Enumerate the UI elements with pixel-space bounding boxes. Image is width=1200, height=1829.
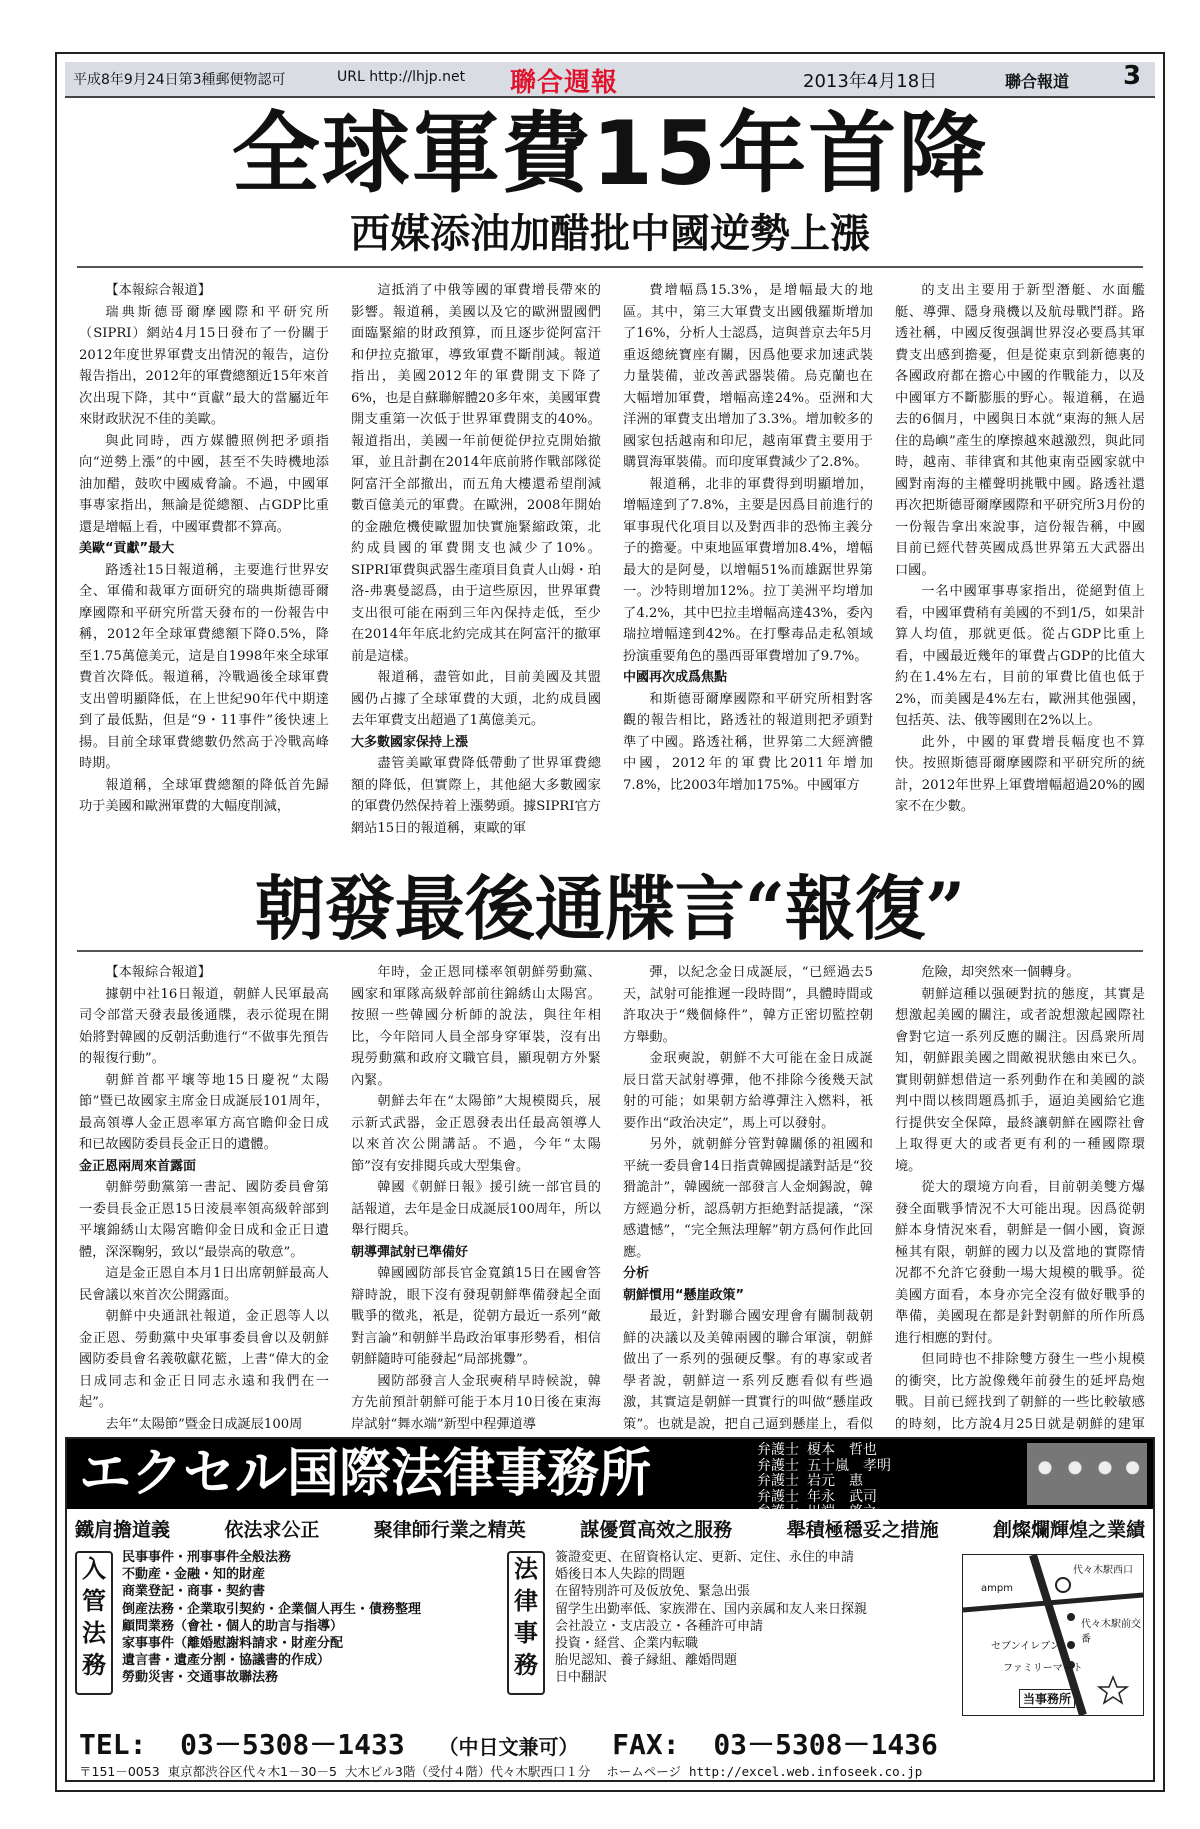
article-military-spending-body xyxy=(79,280,1145,860)
label-char: 入 xyxy=(82,1555,106,1583)
law-firm-advertisement xyxy=(65,1437,1155,1782)
section-subheading: 朝導彈試射已準備好 xyxy=(351,1244,469,1260)
service-item: 胎児認知、養子縁組、離婚問題 xyxy=(555,1653,738,1669)
service-item: 勞動災害・交通事故聯法務 xyxy=(122,1670,279,1686)
paragraph: 這抵消了中俄等國的軍費增長帶來的影響。報道稱，美國以及它的歐洲盟國們面臨緊縮的財政預算，而且逐步從阿富汗和伊拉克撤軍，導致軍費不斷削減。報道指出，美國2012年的軍費開支下降了6%，也是自蘇聯解體20多年來，美國軍費開支重第一次低于世界軍費開支的40%。報道指出，美國一年前便從伊拉克開始撤軍，並且計劃在2014年底前將作戰部隊從阿富汗全部撤出，而五角大樓還希望削減數百億美元的軍費。在歐洲，2008年開始的金融危機使歐盟加快實施緊縮政策，北約成員國的軍費開支也減少了10%。SIPRI軍費與武器生產項目負責人山姆・珀洛-弗裏曼認爲，由于這些原因，世界軍費支出很可能在兩到三年內保持走低，至少在2014年年底北約完成其在阿富汗的撤軍前是這樣。 xyxy=(351,283,601,664)
lawyer-name: 年永 武司 xyxy=(807,1488,877,1505)
slogan: 依法求公正 xyxy=(224,1519,320,1541)
paragraph: 這是金正恩自本月1日出席朝鮮最高人民會議以來首次公開露面。 xyxy=(79,1266,329,1303)
map-label-office: 当事務所 xyxy=(1019,1689,1075,1708)
article-north-korea-body xyxy=(79,962,1145,1432)
map-label: 代々木駅前交番 xyxy=(1081,1619,1141,1645)
paragraph: 從大的環境方向看，目前朝美雙方爆發全面戰爭情況不大可能出現。因爲從朝鮮本身情況來看，朝鮮是一個小國，資源極其有限，朝鮮的國力以及當地的實際情况都不允許它發動一場大規模的戰爭。從美國方面看，本身亦完全沒有做好戰爭的準備，美國現在都是針對朝鮮的所作所爲進行相應的對付。 xyxy=(895,1180,1145,1346)
paragraph: 韓國國防部長官金寬鎮15日在國會答辯時說，眼下沒有發現朝鮮準備發起全面戰爭的徵兆，衹是，從朝方最近一系列“敵對言論”和朝鮮半島政治軍事形勢看，相信朝鮮隨時可能發起“局部挑釁”。 xyxy=(351,1266,601,1367)
lawyer-name: 榎本 哲也 xyxy=(807,1442,877,1458)
service-item: 家事事件（離婚慰謝料請求・財産分配 xyxy=(122,1636,344,1652)
slogan: 創燦爛輝煌之業績 xyxy=(992,1519,1145,1541)
lawyer-title: 弁護士 xyxy=(757,1457,799,1474)
issue-date: 2013年4月18日 xyxy=(803,71,938,92)
office-map xyxy=(962,1554,1144,1716)
service-item: 顧問業務（會社・個人的助言与指導） xyxy=(122,1618,344,1634)
service-item: 留学生出勤率低、家族滞在、国内亲属和友人来日探親 xyxy=(555,1601,868,1617)
article-column xyxy=(351,962,601,1432)
lawyer-title: 弁護士 xyxy=(757,1473,799,1489)
paragraph: 朝鮮勞動黨第一書記、國防委員會第一委員長金正恩15日淩晨率領高級幹部到平壤錦綉山太陽宮瞻仰金日成和金正日遺體，深深鞠躬，致以“最崇高的敬意”。 xyxy=(79,1180,329,1260)
lawyer-entry xyxy=(757,1490,891,1506)
tel-note: （中日文兼可） xyxy=(438,1735,579,1759)
slogan: 舉積極穩妥之措施 xyxy=(786,1519,939,1541)
lawyers-photo xyxy=(1027,1443,1147,1505)
service-item: 日中翻訳 xyxy=(555,1670,608,1686)
service-item: 在留特別許可及仮放免、緊急出張 xyxy=(555,1584,751,1600)
paragraph: 金珉奭說，朝鮮不大可能在金日成誕辰日當天試射導彈，他不排除今後幾天試射的可能；如果朝方給導彈注入燃料，衹要作出“政治决定”，馬上可以發射。 xyxy=(623,1051,873,1131)
tel-number[interactable]: TEL: 03－5308－1433 xyxy=(79,1728,405,1761)
newspaper-page xyxy=(55,52,1165,1792)
paragraph: 朝鮮這種以强硬對抗的態度，其實是想激起美國的關注，或者說想激起國際社會對它這一系列反應的關注。因爲衆所周知，朝鮮跟美國之間敵視狀態由來已久。實則朝鮮想借這一系列動作在和美國的談判中間以核問題爲抓手，逼迫美國給它進行提供安全保障，最終讓朝鮮在國際社會上取得更大的或者更有利的一種國際環境。 xyxy=(895,986,1145,1174)
lawyer-entry xyxy=(757,1474,891,1490)
paper-name: 聯合週報 xyxy=(510,68,619,98)
section-subheading: 朝鮮慣用“懸崖政策” xyxy=(623,1287,745,1303)
service-item: 婚後日本人失踪的問題 xyxy=(555,1567,686,1583)
label-char: 律 xyxy=(514,1587,538,1615)
article-column xyxy=(895,280,1145,860)
masthead-bar xyxy=(65,62,1155,98)
lawyer-name: 五十嵐 孝明 xyxy=(807,1457,891,1474)
lawyer-title: 弁護士 xyxy=(757,1504,799,1520)
paragraph: 彈，以紀念金日成誕辰，“已經過去5天，試射可能推遲一段時間”，具體時間或許取决于“幾個條件”，韓方正密切監控朝方舉動。 xyxy=(623,965,873,1045)
lawyer-title: 弁護士 xyxy=(757,1442,799,1458)
contact-phone-fax xyxy=(79,1723,938,1763)
section-subheading: 金正恩兩周來首露面 xyxy=(79,1158,197,1174)
immigration-services-list xyxy=(122,1549,502,1687)
service-item: 簽證変更、在留資格认定、更新、定住、永住的申請 xyxy=(555,1550,855,1565)
service-item: 商業登記・商事・契約書 xyxy=(122,1584,266,1600)
paragraph: 另外，就朝鮮分管對韓關係的祖國和平統一委員會14日指責韓國提議對話是“狡猾詭計”，韓國統一部發言人金炯錫說，韓方經過分析，認爲朝方拒絶對話提議，“深感遺憾”，“完全無法理解”朝方爲何作此回應。 xyxy=(623,1137,873,1260)
paragraph: 韓國《朝鮮日報》援引統一部官員的話報道，去年是金日成誕辰100周年，所以舉行閱兵。 xyxy=(351,1180,601,1238)
service-item: 遺言書・遺產分割・協議書的作成） xyxy=(122,1653,331,1669)
service-item: 投資・経営、企業内転職 xyxy=(555,1636,699,1652)
label-char: 管 xyxy=(82,1587,106,1615)
lawyer-list xyxy=(757,1443,891,1521)
postal-permit: 平成8年9月24日第3種郵便物認可 xyxy=(73,72,286,88)
fax-number: FAX: 03－5308－1436 xyxy=(612,1728,938,1761)
immigration-law-label xyxy=(75,1551,113,1695)
homepage-label: ホームページ xyxy=(606,1764,682,1779)
address: 〒151－0053 東京都渋谷区代々木1－30－5 大木ビル3階（受付４階）代々木駅西口１分 xyxy=(79,1764,591,1779)
paragraph: 與此同時，西方媒體照例把矛頭指向“逆勢上漲”的中國，甚至不失時機地添油加醋，鼓吹中國威脅論。不過，中國軍事專家指出，無論是從總額、占GDP比重還是增幅上看，中國軍費都不算高。 xyxy=(79,433,329,535)
paragraph: 一名中國軍事專家指出，從絕對值上看，中國軍費稍有美國的不到1/5，如果計算人均值，那就更低。從占GDP比重上看，中國最近幾年的軍費占GDP的比值大約在1.4%左右，目前的軍費比值也低于2%，而美國是4%左右，歐洲其他强國，包括英、法、俄等國則在2%以上。 xyxy=(895,584,1145,728)
paragraph: 費增幅爲15.3%，是增幅最大的地區。其中，第三大軍費支出國俄羅斯增加了16%，分析人士認爲，這與普京去年5月重返總統寶座有關，因爲他要求加速武裝力量裝備，並改善武器裝備。烏克蘭也在大幅增加軍費，增幅高達24%。亞洲和大洋洲的軍費支出增加了3.3%。增加較多的國家包括越南和印尼，越南軍費主要用于購買海軍裝備。而印度軍費減少了2.8%。 xyxy=(623,283,873,470)
paragraph: 盡管美歐軍費降低帶動了世界軍費總額的降低，但實際上，其他絕大多數國家的軍費仍然保持着上漲勢頭。據SIPRI官方網站15日的報道稱，東歐的軍 xyxy=(351,756,601,836)
map-label: 代々木駅西口 xyxy=(1073,1565,1133,1576)
paragraph: 朝鮮中央通訊社報道，金正恩等人以金正恩、勞動黨中央軍事委員會以及朝鮮國防委員會名義敬獻花籃，上書“偉大的金日成同志和金正日同志永遠和我們在一起”。 xyxy=(79,1309,329,1410)
paragraph: 國防部發言人金珉奭稍早時候說，韓方先前預計朝鮮可能于本月10日後在東海岸試射“舞水端”新型中程彈道導 xyxy=(351,1373,601,1432)
firm-name: エクセル国際法律事務所 xyxy=(79,1444,652,1504)
paragraph: 最近，針對聯合國安理會有關制裁朝鮮的决議以及美韓兩國的聯合軍演，朝鮮做出了一系列的强硬反擊。有的專家或者學者說，朝鮮這一系列反應看似有些過激，其實這是朝鮮一貫實行的叫做“懸崖政策”。也就是說，把自己逼到懸崖上，看似 xyxy=(623,1309,873,1432)
homepage-url[interactable]: http://excel.web.infoseek.co.jp xyxy=(688,1764,923,1779)
lawyer-name: 岩元 惠 xyxy=(807,1473,863,1489)
label-char: 務 xyxy=(82,1651,106,1679)
paragraph: 朝鮮首都平壤等地15日慶祝“太陽節”暨已故國家主席金日成誕辰101周年，最高領導人金正恩率軍方高官瞻仰金日成和已故國防委員長金正日的遺體。 xyxy=(79,1072,329,1152)
legal-affairs-label xyxy=(507,1551,545,1695)
article-column xyxy=(623,280,873,860)
paragraph: 報道稱，北非的軍費得到明顯增加，增幅達到了7.8%，主要是因爲目前進行的軍事現代化項目以及對西非的恐怖主義分子的擔憂。中東地區軍費增加8.4%，增幅最大的是阿曼，以增幅51%而雄踞世界第一。沙特則增加12%。拉丁美洲平均增加了4.2%，其中巴拉圭增幅高達43%，委內瑞拉增幅達到42%。在打擊毒品走私領域扮演重要角色的墨西哥軍費增加了9.7%。 xyxy=(623,476,873,664)
paragraph: 朝鮮去年在“太陽節”大規模閱兵，展示新式武器，金正恩發表出任最高領導人以來首次公開講話。不過，今年“太陽節”沒有安排閱兵或大型集會。 xyxy=(351,1094,601,1174)
paragraph: 但同時也不排除雙方發生一些小規模的衝突，比方說像幾年前發生的延坪島炮戰。目前已經找到了朝鮮的一些比較敏感的時刻，比方說4月25日就是朝鮮的建軍 xyxy=(895,1352,1145,1432)
label-char: 事 xyxy=(514,1619,538,1647)
headline-north-korea: 朝發最後通牒言“報復” xyxy=(254,867,966,950)
article-column xyxy=(623,962,873,1432)
legal-services-list xyxy=(555,1549,955,1687)
paragraph: 此外，中國的軍費增長幅度也不算快。按照斯德哥爾摩國際和平研究所的統計，2012年世界上軍費增幅超過20%的國家不在少數。 xyxy=(895,734,1145,814)
divider xyxy=(77,950,1143,952)
article-column xyxy=(79,962,329,1432)
divider xyxy=(77,266,1143,268)
paragraph: 據朝中社16日報道，朝鮮人民軍最高司令部當天發表最後通牒，表示從現在開始將對韓國的反朝活動進行“不做事先預告的報復行動”。 xyxy=(79,986,329,1066)
paragraph: 瑞典斯德哥爾摩國際和平研究所（SIPRI）網站4月15日發布了一份關于2012年度世界軍費支出情況的報告，這份報告指出，2012年的軍費總額近15年來首次出現下降，其中“貢獻”最大的當屬近年來財政狀況不佳的美歐。 xyxy=(79,304,329,427)
paragraph: 的支出主要用于新型潛艇、水面艦艇、導彈、隱身飛機以及航母戰鬥群。路透社稱，中國反復强調世界沒必要爲其軍費支出感到擔憂，但是從東京到新德裏的各國政府都在擔心中國的作戰能力，以及中國軍方不斷膨脹的野心。報道稱，在過去的6個月，中國與日本就“東海的無人居住的島嶼”產生的摩擦越來越激烈，與此同時，越南、菲律賓和其他東南亞國家就中國對南海的主權聲明挑戰中國。路透社還再次把斯德哥爾摩國際和平研究所3月份的一份報告拿出來說事，這份報告稱，中國目前已經代替英國成爲世界第五大武器出口國。 xyxy=(895,283,1145,578)
service-item: 会社設立・支店設立・各種許可申請 xyxy=(555,1618,764,1634)
article-column xyxy=(351,280,601,860)
article-column xyxy=(79,280,329,860)
map-label: セブンイレブン xyxy=(991,1641,1060,1652)
paragraph: 去年“太陽節”暨金日成誕辰100周 xyxy=(105,1416,303,1432)
lawyer-entry xyxy=(757,1443,891,1459)
map-label: ファミリーマート xyxy=(1003,1663,1083,1674)
site-url[interactable]: URL http://lhjp.net xyxy=(337,69,466,85)
slogan-row xyxy=(75,1515,1145,1542)
paragraph: 【本報綜合報道】 xyxy=(105,283,211,298)
section-subheading: 中國再次成爲焦點 xyxy=(623,670,728,685)
section-subheading: 分析 xyxy=(623,1266,650,1281)
paragraph: 和斯德哥爾摩國際和平研究所相對客觀的報告相比，路透社的報道則把矛頭對準了中國。路透社稱，世界第二大經濟體中國，2012年的軍費比2011年增加7.8%，比2003年增加175%。中國軍方 xyxy=(623,691,873,793)
subheadline-china: 西媒添油加醋批中國逆勢上漲 xyxy=(350,211,870,257)
label-char: 務 xyxy=(514,1651,538,1679)
lawyer-entry xyxy=(757,1459,891,1475)
headline-military-spending: 全球軍費15年首降 xyxy=(231,102,989,205)
lawyer-name: 川端 啓之 xyxy=(807,1504,877,1520)
service-item: 民事事件・刑事事件全般法務 xyxy=(122,1550,292,1565)
label-char: 法 xyxy=(82,1619,106,1647)
page-number: 3 xyxy=(1123,61,1142,91)
paragraph: 路透社15日報道稱，主要進行世界安全、軍備和裁軍方面研究的瑞典斯德哥爾摩國際和平研究所當天發布的一份報告中稱，2012年全球軍費總額下降0.5%，降至1.75萬億美元，這是自1998年來全球軍費首次降低。報道稱，冷戰過後全球軍費支出曾明顯降低，在上世紀90年代中期達到了最低點，但是“9・11事件”後快速上揚。目前全球軍費總數仍然高于冷戰高峰時期。 xyxy=(79,562,329,771)
section-name: 聯合報道 xyxy=(1005,72,1070,91)
section-subheading: 美歐“貢獻”最大 xyxy=(79,541,175,556)
ad-banner xyxy=(67,1439,1153,1520)
map-label: ampm xyxy=(981,1583,1013,1594)
service-item: 不動産・金融・知的財産 xyxy=(122,1567,266,1583)
slogan: 聚律師行業之精英 xyxy=(373,1519,526,1541)
label-char: 法 xyxy=(514,1555,538,1583)
paragraph: 年時，金正恩同樣率領朝鮮勞動黨、國家和軍隊高級幹部前往錦綉山太陽宮。按照一些韓國分析師的說法，與往年相比，今年陪同人員全部身穿軍裝，沒有出現勞動黨和政府文職官員，顯現朝方外緊內緊。 xyxy=(351,965,601,1088)
lawyer-title: 弁護士 xyxy=(757,1488,799,1505)
slogan: 鐵肩擔道義 xyxy=(75,1519,171,1541)
article-column xyxy=(895,962,1145,1432)
address-line xyxy=(79,1762,922,1780)
paragraph: 【本報綜合報道】 xyxy=(105,965,211,980)
service-item: 倒産法務・企業取引契約・企業個人再生・債務整理 xyxy=(122,1601,422,1617)
paragraph: 報道稱，全球軍費總額的降低首先歸功于美國和歐洲軍費的大幅度削減， xyxy=(79,777,329,814)
paragraph: 報道稱，盡管如此，目前美國及其盟國仍占據了全球軍費的大頭，北約成員國去年軍費支出超過了1萬億美元。 xyxy=(351,670,601,728)
slogan: 謀優質高效之服務 xyxy=(580,1519,733,1541)
section-subheading: 大多數國家保持上漲 xyxy=(351,734,469,750)
paragraph: 危險，却突然來一個轉身。 xyxy=(921,965,1080,980)
